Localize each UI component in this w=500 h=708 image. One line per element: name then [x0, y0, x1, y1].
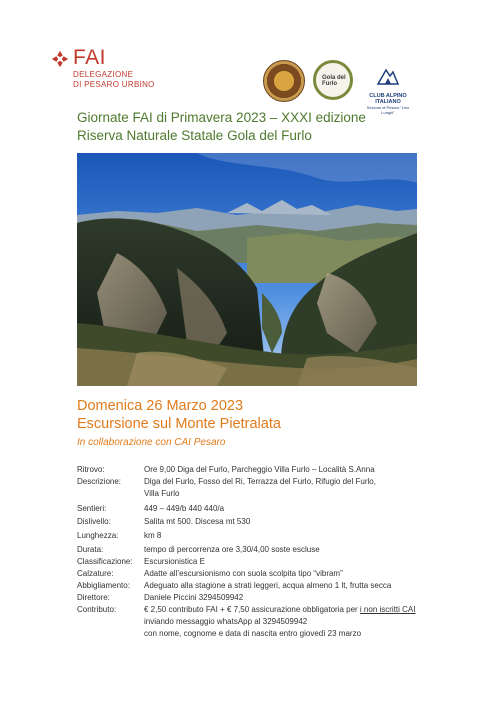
detail-label: Calzature:	[77, 569, 114, 578]
headline-line1: Giornate FAI di Primavera 2023 – XXXI edizione	[77, 110, 366, 125]
detail-value-line: con nome, cognome e data di nascita entro giovedì 23 marzo	[144, 629, 362, 638]
contribution-text: € 2,50 contributo FAI + € 7,50 assicurazione obbligatoria per	[144, 605, 360, 614]
detail-value: Ore 9,00 Diga del Furlo, Parcheggio Villa Furlo – Località S.Anna	[144, 465, 375, 474]
detail-label: Dislivello:	[77, 517, 111, 526]
fai-flower-icon	[51, 50, 69, 68]
gorge-landscape-photo	[77, 153, 417, 386]
detail-value	[144, 477, 376, 501]
detail-value: Salita mt 500. Discesa mt 530	[144, 517, 251, 526]
detail-value: Adatte all’escursionismo con suola scolpita tipo “vibram”	[144, 569, 343, 578]
gola-del-furlo-logo	[313, 60, 353, 100]
detail-label: Classificazione:	[77, 557, 133, 566]
non-members-note: i non iscritti CAI	[359, 605, 416, 614]
reserve-seal-logo	[263, 60, 305, 102]
detail-label: Direttore:	[77, 593, 110, 602]
detail-value	[144, 605, 416, 641]
fai-delegation-line2: DI PESARO URBINO	[73, 80, 155, 89]
detail-value-line: Diga del Furlo, Fosso del Ri, Terrazza del Furlo, Rifugio del Furlo,	[144, 477, 376, 486]
fai-delegation-line1: DELEGAZIONE	[73, 70, 134, 79]
event-date: Domenica 26 Marzo 2023	[77, 398, 244, 414]
detail-value: 449 – 449/b 440 440/a	[144, 504, 225, 513]
detail-label: Lunghezza:	[77, 531, 119, 540]
event-collaboration: In collaborazione con CAI Pesaro	[77, 437, 226, 448]
fai-delegation	[73, 70, 155, 90]
detail-value: tempo di percorrenza ore 3,30/4,00 soste escluse	[144, 545, 320, 554]
cai-name: CLUB ALPINO ITALIANO	[369, 93, 407, 105]
detail-value: Adeguato alla stagione a strati leggeri, acqua almeno 1 lt, frutta secca	[144, 581, 392, 590]
cai-mountain-icon	[376, 66, 400, 86]
gola-del-furlo-logo-text: Gola del Furlo	[322, 75, 346, 87]
event-title: Escursione sul Monte Pietralata	[77, 416, 281, 432]
cai-section: Sezione di Pesaro "Lino Lunghi"	[366, 105, 410, 115]
detail-label: Contributo:	[77, 605, 117, 614]
detail-label: Ritrovo:	[77, 465, 105, 474]
detail-label: Descrizione:	[77, 477, 122, 486]
fai-name: FAI	[73, 46, 107, 69]
detail-value: km 8	[144, 531, 162, 540]
detail-value: Daniele Piccini 3294509942	[144, 593, 244, 602]
detail-label: Sentieri:	[77, 504, 107, 513]
detail-value: Escursionistica E	[144, 557, 205, 566]
detail-value-line: Villa Furlo	[144, 489, 180, 498]
detail-value-line: inviando messaggio whatsApp al 3294509942	[144, 617, 308, 626]
detail-label: Abbigliamento:	[77, 581, 130, 590]
detail-label: Durata:	[77, 545, 104, 554]
detail-value-line	[144, 605, 416, 617]
headline-line2: Riserva Naturale Statale Gola del Furlo	[77, 128, 312, 143]
cai-logo	[362, 66, 414, 115]
